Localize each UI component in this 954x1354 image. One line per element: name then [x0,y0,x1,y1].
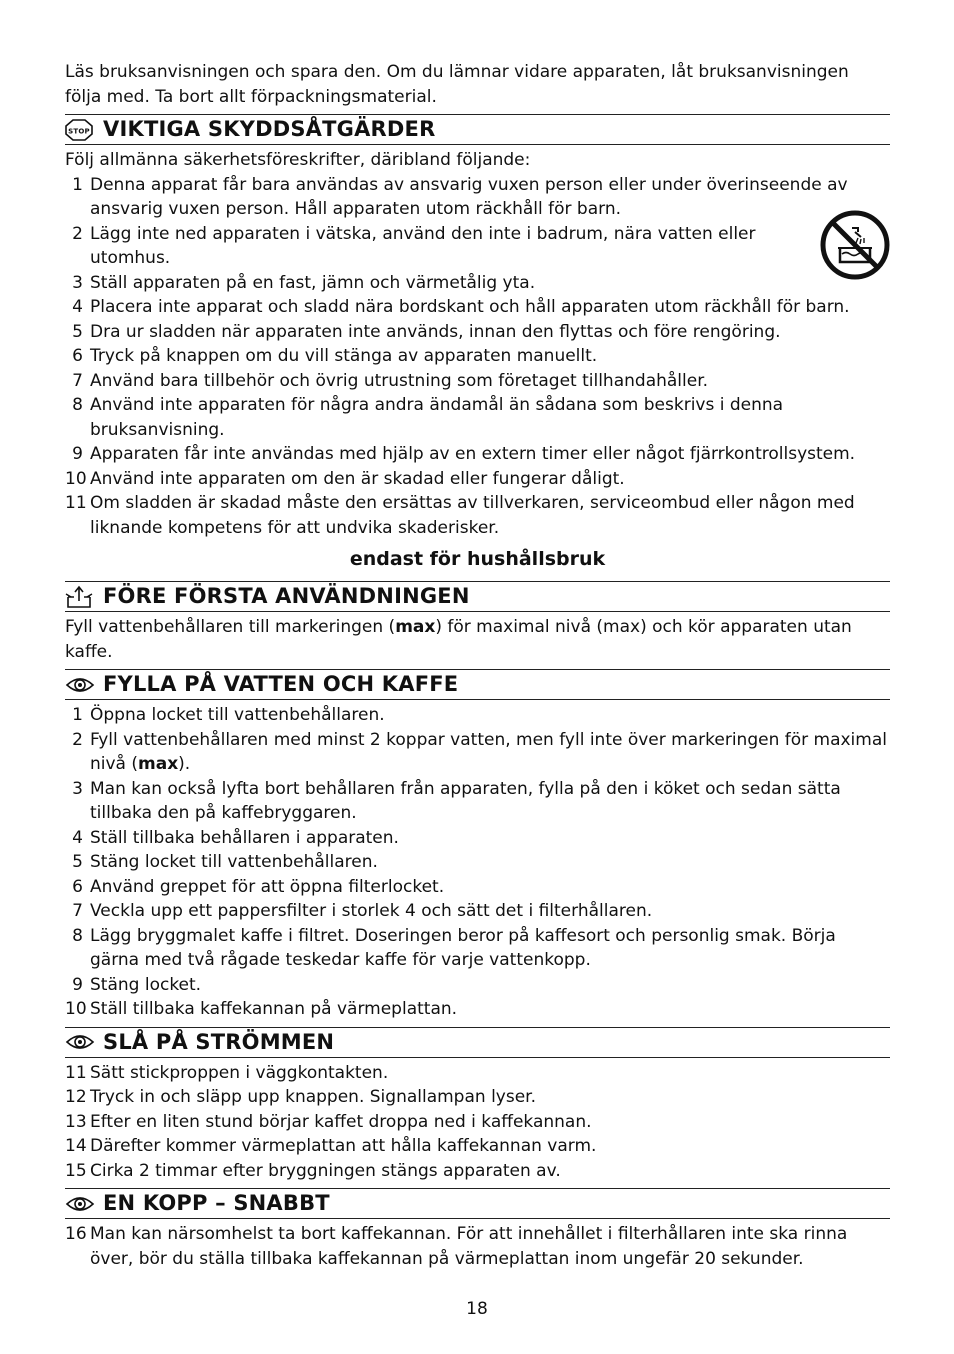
section-heading-safety [65,114,890,145]
list-item [65,850,890,875]
safety-lead: Följ allmänna säkerhetsföreskrifter, däribland följande: [65,150,531,170]
list-item-text: Ställ tillbaka kaffekannan på värmeplattan. [90,999,458,1019]
section-heading-power [65,1027,890,1058]
list-item-text: Veckla upp ett pappersfilter i storlek 4 och sätt det i filterhållaren. [90,901,653,921]
svg-text:STOP: STOP [68,127,90,135]
list-item [65,295,890,320]
list-item-text: Om sladden är skadad måste den ersättas av tillverkaren, serviceombud eller någon med liknande kompetens för att undvika skaderisker. [90,493,855,538]
household-use-note: endast för hushållsbruk [349,548,606,570]
list-item-number: 16 [65,1224,87,1244]
list-item-text: Stäng locket till vattenbehållaren. [90,852,378,872]
list-item-number: 12 [65,1087,87,1107]
section-title: SLÅ PÅ STRÖMMEN [103,1029,335,1054]
list-item-text: Öppna locket till vattenbehållaren. [90,705,385,725]
section-title: VIKTIGA SKYDDSÅTGÄRDER [103,117,436,142]
list-item [65,344,890,369]
stop-sign-icon [65,119,103,141]
eye-icon [65,1195,103,1213]
list-item-text: Därefter kommer värmeplattan att hålla kaffekannan varm. [90,1136,597,1156]
list-item-number: 8 [72,395,83,415]
list-item-text: Ställ apparaten på en fast, jämn och värmetålig yta. [90,272,536,293]
list-item-number: 14 [65,1136,87,1156]
list-item [65,271,890,296]
no-water-bath-icon [820,210,890,288]
list-item-number: 11 [65,493,87,513]
list-item-number: 6 [72,876,83,897]
list-item [65,777,890,826]
list-item-text: Använd greppet för att öppna filterlocket. [90,876,445,897]
quick-list [65,1222,890,1271]
power-list [65,1061,890,1184]
list-item [65,875,890,900]
section-title: FÖRE FÖRSTA ANVÄNDNINGEN [103,584,470,609]
first-use-text: Fyll vattenbehållaren till markeringen (max) för maximal nivå (max) och kör apparaten utan kaffe. [65,617,852,662]
list-item [65,924,890,973]
list-item-number: 10 [65,999,87,1019]
fill-list [65,703,890,1022]
list-item-text: Cirka 2 timmar efter bryggningen stängs apparaten av. [90,1160,561,1181]
list-item-text: Dra ur sladden när apparaten inte används, innan den flyttas och före rengöring. [90,321,781,342]
list-item-text: Tryck på knappen om du vill stänga av apparaten manuellt. [90,346,598,366]
section-heading-quick [65,1188,890,1219]
list-item [65,826,890,851]
list-item-text: Sätt stickproppen i väggkontakten. [90,1062,389,1083]
list-item [65,369,890,394]
list-item-number: 9 [72,444,83,464]
list-item-text: Man kan närsomhelst ta bort kaffekannan. För att innehållet i filterhållaren inte ska rinna över, bör du ställa tillbaka kaffekannan på värmeplattan inom ungefär 20 sekunder. [90,1224,848,1269]
list-item-number: 9 [72,974,83,995]
list-item-number: 11 [65,1062,87,1083]
list-item-number: 3 [72,778,83,799]
list-item [65,1134,890,1159]
unpack-box-icon [65,585,103,609]
list-item [65,222,765,271]
eye-icon [65,1033,103,1051]
list-item-text: Efter en liten stund börjar kaffet droppa ned i kaffekannan. [90,1111,592,1132]
list-item [65,703,890,728]
list-item-text: Lägg bryggmalet kaffe i filtret. Doseringen beror på kaffesort och personlig smak. Börja gärna med två rågade teskedar kaffe för varje vattenkopp. [90,925,836,970]
list-item-text: Placera inte apparat och sladd nära bordskant och håll apparaten utom räckhåll för barn. [90,297,850,317]
list-item-number: 4 [72,297,83,317]
list-item-text: Fyll vattenbehållaren med minst 2 koppar vatten, men fyll inte över markeringen för maximal nivå (max). [90,729,887,774]
list-item [65,320,890,345]
list-item [65,467,890,492]
list-item [65,899,890,924]
list-item-text: Använd inte apparaten för några andra ändamål än sådana som beskrivs i denna bruksanvisning. [90,395,784,440]
list-item [65,997,890,1022]
section-heading-first-use [65,581,890,612]
list-item-number: 8 [72,925,83,946]
list-item-number: 6 [72,346,83,366]
intro-text: Läs bruksanvisningen och spara den. Om du lämnar vidare apparaten, låt bruksanvisningen följa med. Ta bort allt förpackningsmaterial. [65,62,849,107]
list-item-number: 1 [72,174,83,195]
list-item [65,728,890,777]
section-heading-fill [65,669,890,700]
list-item-text: Tryck in och släpp upp knappen. Signallampan lyser. [90,1087,537,1107]
list-item-text: Använd bara tillbehör och övrig utrustning som företaget tillhandahåller. [90,370,709,391]
list-item-number: 10 [65,468,87,489]
list-item-number: 5 [72,321,83,342]
list-item-text: Man kan också lyfta bort behållaren från apparaten, fylla på den i köket och sedan sätta tillbaka den på kaffebryggaren. [90,778,841,823]
section-title: EN KOPP – SNABBT [103,1191,330,1216]
list-item-text: Ställ tillbaka behållaren i apparaten. [90,827,399,848]
list-item-number: 3 [72,272,83,293]
list-item-number: 7 [72,370,83,391]
list-item-number: 5 [72,852,83,872]
list-item [65,393,890,442]
list-item [65,491,890,540]
list-item-number: 13 [65,1111,87,1132]
list-item-text: Lägg inte ned apparaten i vätska, använd den inte i badrum, nära vatten eller utomhus. [90,223,756,268]
list-item [65,1085,890,1110]
page-number: 18 [466,1299,488,1319]
list-item-number: 2 [72,729,83,750]
list-item-number: 2 [72,223,83,244]
eye-icon [65,676,103,694]
list-item-number: 7 [72,901,83,921]
list-item-text: Apparaten får inte användas med hjälp av en extern timer eller något fjärrkontrollsystem. [90,444,856,464]
list-item [65,1061,890,1086]
list-item-number: 15 [65,1160,87,1181]
section-title: FYLLA PÅ VATTEN OCH KAFFE [103,672,459,697]
list-item-number: 1 [72,705,83,725]
list-item [65,1159,890,1184]
list-item [65,1222,890,1271]
list-item-text: Använd inte apparaten om den är skadad eller fungerar dåligt. [90,468,625,489]
list-item [65,442,890,467]
list-item [65,173,890,222]
list-item-number: 4 [72,827,83,848]
safety-list [65,173,890,541]
manual-page [65,60,890,1271]
list-item-text: Denna apparat får bara användas av ansvarig vuxen person eller under överinseende av ansvarig vuxen person. Håll apparaten utom räckhåll för barn. [90,174,848,219]
list-item-text: Stäng locket. [90,974,202,995]
list-item [65,973,890,998]
list-item [65,1110,890,1135]
